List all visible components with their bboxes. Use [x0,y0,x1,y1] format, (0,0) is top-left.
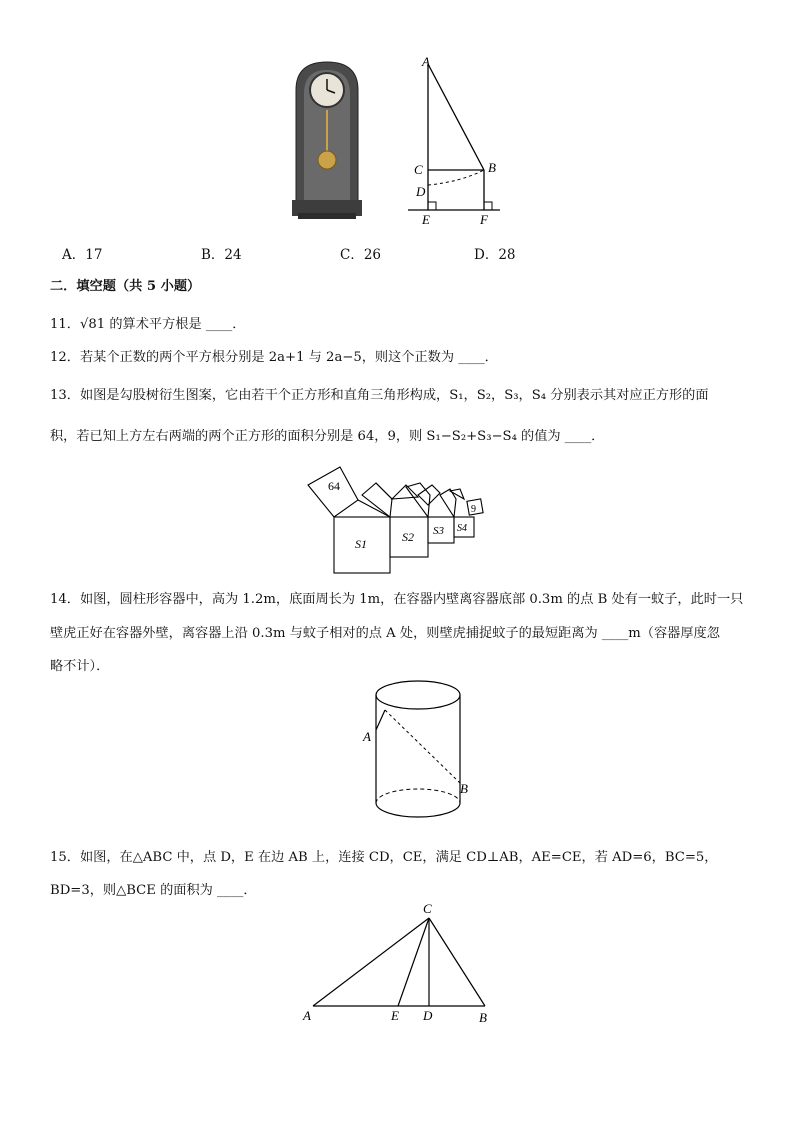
option-b: B．24 [201,247,242,263]
figure-pendulum-geometry [400,50,510,230]
fig1-label-a: A [422,54,430,69]
question-13-line2: 积，若已知上方左右两端的两个正方形的面积分别是 64，9，则 S₁−S₂+S₃−S₄ 的值为 ____． [50,429,605,444]
fig2-label-s2: S2 [402,530,414,544]
question-14-line2: 壁虎正好在容器外壁，离容器上沿 0.3m 与蚊子相对的点 A 处，则壁虎捕捉蚊子的最短距离为 ____m（容器厚度忽 [50,626,720,641]
fig4-label-c: C [423,901,432,916]
fig2-label-9: 9 [471,504,476,515]
fig1-label-e: E [422,212,430,227]
fig4-label-a: A [303,1008,311,1023]
fig1-label-b: B [488,160,496,175]
fig1-label-c: C [414,162,423,177]
fig2-label-s1: S1 [355,537,367,551]
question-15-line2: BD=3，则△BCE 的面积为 ____． [50,883,257,898]
question-11: 11．√81 的算术平方根是 ____． [50,317,246,332]
fig4-label-b: B [479,1010,487,1025]
fig4-label-e: E [391,1008,399,1023]
section-title: 二．填空题（共 5 小题） [50,279,201,294]
fig3-label-a: A [363,729,371,744]
question-15-line1: 15．如图，在△ABC 中，点 D，E 在边 AB 上，连接 CD，CE，满足 CD⊥AB，AE=CE，若 AD=6，BC=5， [50,850,718,865]
option-d: D．28 [474,247,516,263]
fig2-label-64: 64 [328,479,340,493]
figure-triangle-abc [295,898,505,1028]
question-14-line3: 略不计）． [50,659,110,674]
fig4-label-d: D [423,1008,433,1023]
option-c: C．26 [340,247,382,263]
question-13-line1: 13．如图是勾股树衍生图案，它由若干个正方形和直角三角形构成，S₁，S₂，S₃，S₄ 分别表示其对应正方形的面 [50,388,709,403]
fig1-label-f: F [480,212,488,227]
figure-pythagoras-tree [300,455,500,580]
fig2-label-s4: S4 [457,523,467,534]
pendulum-clock-image [290,60,365,220]
fig2-label-s3: S3 [433,525,444,537]
fig3-label-b: B [460,781,468,796]
question-12: 12．若某个正数的两个平方根分别是 2a+1 与 2a−5，则这个正数为 ____． [50,350,498,365]
fig1-label-d: D [416,184,426,199]
figure-cylinder [355,675,485,825]
option-a: A．17 [62,247,103,263]
question-14-line1: 14．如图，圆柱形容器中，高为 1.2m，底面周长为 1m，在容器内壁离容器底部 0.3m 的点 B 处有一蚊子，此时一只 [50,592,744,607]
